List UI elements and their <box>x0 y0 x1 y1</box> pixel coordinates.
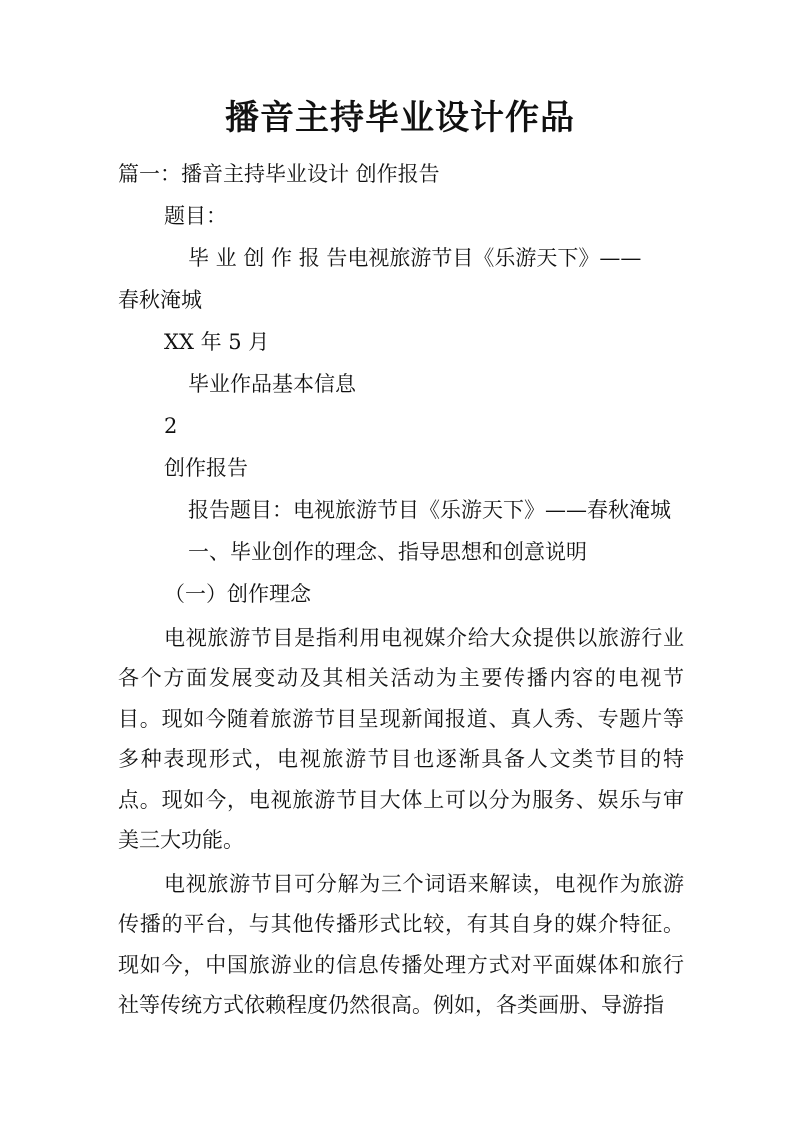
body-paragraph-2: 电视旅游节目可分解为三个词语来解读，电视作为旅游传播的平台，与其他传播形式比较，有其自身的媒介特征。现如今，中国旅游业的信息传播处理方式对平面媒体和旅行社等传统方式依赖程度仍然很高。例如，各类画册、导游指 <box>118 872 684 1018</box>
section-one-heading: 一、毕业创作的理念、指导思想和创意说明 <box>188 540 587 564</box>
date-line: XX 年 5 月 <box>164 330 270 354</box>
document-title: 播音主持毕业设计作品 <box>225 98 575 138</box>
basic-info-line: 毕业作品基本信息 <box>188 372 356 396</box>
piece-heading: 篇一：播音主持毕业设计 创作报告 <box>118 162 440 186</box>
report-title-line-1: 毕 业 创 作 报 告电视旅游节目《乐游天下》—— <box>188 246 642 270</box>
page-number-line: 2 <box>164 414 178 438</box>
subsection-one-heading: （一）创作理念 <box>164 582 311 606</box>
body-paragraph-1: 电视旅游节目是指利用电视媒介给大众提供以旅游行业各个方面发展变动及其相关活动为主要传播内容的电视节目。现如今随着旅游节目呈现新闻报道、真人秀、专题片等多种表现形式，电视旅游节目也逐渐具备人文类节目的特点。现如今，电视旅游节目大体上可以分为服务、娱乐与审美三大功能。 <box>118 626 684 853</box>
topic-label: 题目： <box>164 204 227 228</box>
report-topic-line: 报告题目：电视旅游节目《乐游天下》——春秋淹城 <box>188 498 671 522</box>
report-title-line-2: 春秋淹城 <box>118 288 202 312</box>
creation-report-heading: 创作报告 <box>164 456 248 480</box>
